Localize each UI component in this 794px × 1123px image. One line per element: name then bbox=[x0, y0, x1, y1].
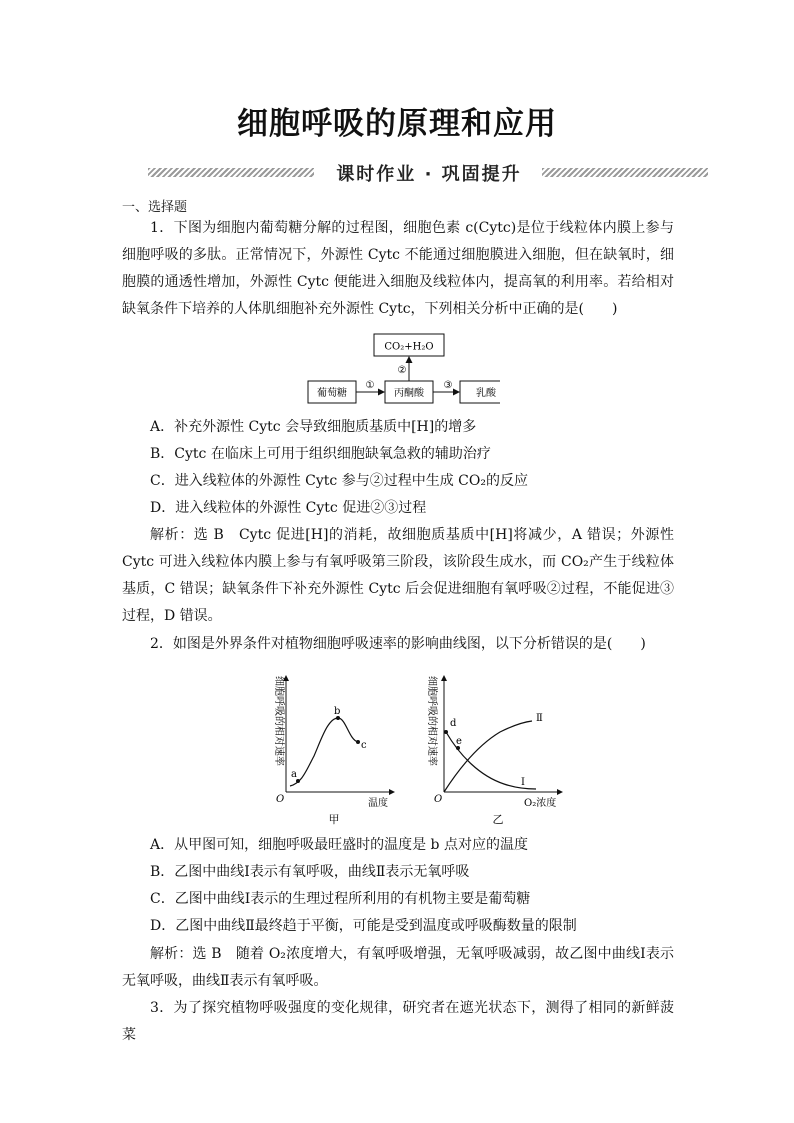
yi-caption: 乙 bbox=[492, 813, 504, 826]
question-2-stem: 2．如图是外界条件对植物细胞呼吸速率的影响曲线图，以下分析错误的是( ) bbox=[150, 636, 646, 652]
q2-analysis: 解析：选 B 随着 O₂浓度增大，有氧呼吸增强，无氧呼吸减弱，故乙图中曲线Ⅰ表示无氧呼吸，曲线Ⅱ表示有氧呼吸。 bbox=[122, 946, 674, 989]
q1-option-d: D．进入线粒体的外源性 Cytc 促进②③过程 bbox=[150, 500, 427, 516]
glucose-label: 葡萄糖 bbox=[317, 388, 347, 399]
banner-stripe-left bbox=[148, 168, 314, 177]
yi-y-axis-label: 细胞呼吸的相对速率 bbox=[426, 676, 437, 766]
banner-stripe-right bbox=[542, 168, 708, 177]
q2-option-a: A．从甲图可知，细胞呼吸最旺盛时的温度是 b 点对应的温度 bbox=[150, 837, 528, 853]
jia-label-a: a bbox=[291, 769, 297, 780]
q2-option-c: C．乙图中曲线Ⅰ表示的生理过程所利用的有机物主要是葡萄糖 bbox=[150, 891, 531, 907]
q1-option-b: B．Cytc 在临床上可用于组织细胞缺氧急救的辅助治疗 bbox=[150, 446, 491, 462]
q2-option-b: B．乙图中曲线Ⅰ表示有氧呼吸，曲线Ⅱ表示无氧呼吸 bbox=[150, 864, 470, 880]
q1-option-a: A．补充外源性 Cytc 会导致细胞质基质中[H]的增多 bbox=[150, 419, 477, 435]
yi-x-axis-label: O₂浓度 bbox=[524, 798, 557, 809]
step2-label: ② bbox=[397, 365, 407, 376]
jia-y-axis-label: 细胞呼吸的相对速率 bbox=[273, 676, 284, 766]
section-title: 一、选择题 bbox=[122, 200, 188, 215]
q1-option-c: C．进入线粒体的外源性 Cytc 参与②过程中生成 CO₂的反应 bbox=[150, 473, 528, 489]
yi-point-d bbox=[444, 730, 448, 734]
step1-label: ① bbox=[365, 380, 375, 391]
section-banner bbox=[148, 161, 708, 185]
banner-text: 课时作业 · 巩固提升 bbox=[336, 164, 522, 185]
q2-option-d: D．乙图中曲线Ⅱ最终趋于平衡，可能是受到温度或呼吸酶数量的限制 bbox=[150, 918, 577, 934]
jia-label-c: c bbox=[361, 740, 367, 751]
jia-x-axis-label: 温度 bbox=[368, 798, 388, 809]
yi-curve-2 bbox=[444, 721, 532, 792]
jia-curve bbox=[290, 718, 358, 786]
figure-yi bbox=[424, 668, 574, 826]
question-3-stem: 3．为了探究植物呼吸强度的变化规律，研究者在遮光状态下，测得了相同的新鲜菠菜 bbox=[122, 1000, 674, 1043]
yi-origin: O bbox=[434, 794, 443, 805]
yi-label-d: d bbox=[450, 718, 457, 729]
lactate-label: 乳酸 bbox=[476, 388, 496, 399]
figure-jia bbox=[262, 668, 402, 826]
glucose-pathway-diagram bbox=[300, 330, 500, 410]
jia-label-b: b bbox=[334, 706, 341, 717]
page-title: 细胞呼吸的原理和应用 bbox=[237, 106, 557, 142]
question-1-stem: 1．下图为细胞内葡萄糖分解的过程图，细胞色素 c(Cytc)是位于线粒体内膜上参与细胞呼吸的多肽。正常情况下，外源性 Cytc 不能通过细胞膜进入细胞，但在缺氧时，细胞膜的通透性增加，外源性 Cytc 便能进入细胞及线粒体内，提高氧的利用率。若给相对缺氧条件下培养的人体肌细胞补充外源性 Cytc，下列相关分析中正确的是( ) bbox=[122, 220, 674, 317]
yi-label-e: e bbox=[456, 736, 462, 747]
yi-curve-1-label: Ⅰ bbox=[521, 777, 525, 788]
yi-curve-2-label: Ⅱ bbox=[536, 713, 543, 724]
jia-point-c bbox=[356, 740, 360, 744]
pyruvate-label: 丙酮酸 bbox=[394, 388, 424, 399]
step3-label: ③ bbox=[443, 380, 453, 391]
jia-caption: 甲 bbox=[328, 813, 340, 826]
jia-origin: O bbox=[276, 794, 285, 805]
co2-water-label: CO₂+H₂O bbox=[384, 341, 434, 353]
q1-analysis: 解析：选 B Cytc 促进[H]的消耗，故细胞质基质中[H]将减少，A 错误；外源性 Cytc 可进入线粒体内膜上参与有氧呼吸第三阶段，该阶段生成水，而 CO₂产生于线粒体基质，C 错误；缺氧条件下补充外源性 Cytc 后会促进细胞有氧呼吸②过程，不能促进③过程，D 错误。 bbox=[122, 527, 674, 624]
